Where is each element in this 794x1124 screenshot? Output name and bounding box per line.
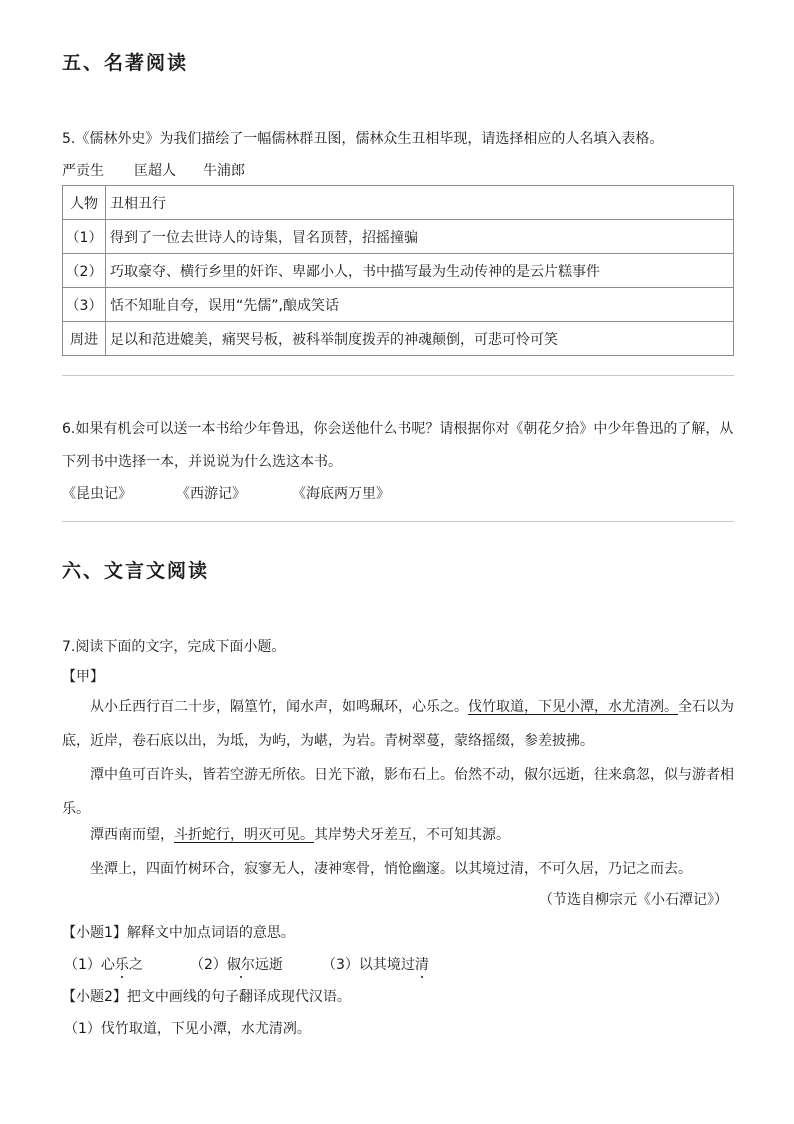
name-option-3: 牛浦郎 <box>203 163 245 179</box>
passage-label: 【甲】 <box>62 669 104 685</box>
section-title-classical-chinese: 六、文言文阅读 <box>62 560 210 582</box>
table-cell-behavior: 得到了一位去世诗人的诗集，冒名顶替，招摇撞骗 <box>106 220 734 254</box>
question-6-line-2: 下列书中选择一本，并说说为什么选这本书。 <box>62 454 342 470</box>
dotted-word: 清 <box>415 954 429 974</box>
sub-question-1-item-2 <box>190 954 283 974</box>
question-6-line-1: 6.如果有机会可以送一本书给少年鲁迅，你会送他什么书呢？请根据你对《朝花夕拾》中少年鲁迅的了解，从 <box>62 421 734 437</box>
passage-paragraph-1 <box>62 690 734 758</box>
character-table <box>62 185 734 356</box>
book-option-3: 《海底两万里》 <box>292 486 390 502</box>
sub-question-1-item-1 <box>64 954 143 974</box>
item-number: （2） <box>190 957 227 973</box>
divider <box>62 375 734 376</box>
passage-paragraph-2: 潭中鱼可百许头，皆若空游无所依。日光下澈，影布石上。佁然不动，俶尔远逝，往来翕忽，似与游者相乐。 <box>62 767 734 817</box>
book-option-2: 《西游记》 <box>176 486 246 502</box>
table-cell-behavior: 恬不知耻自夸，误用“先儒”,酿成笑话 <box>106 288 734 322</box>
item-number: （3） <box>322 957 359 973</box>
section-title-famous-works: 五、名著阅读 <box>62 52 189 74</box>
passage-text: 从小丘西行百二十步，隔篁竹，闻水声，如鸣珮环，心乐之。 <box>90 699 468 715</box>
table-header-cell: 人物 <box>63 186 106 220</box>
book-option-1: 《昆虫记》 <box>62 486 132 502</box>
sub-question-2-item-1: （1）伐竹取道，下见小潭，水尤清冽。 <box>64 1021 311 1037</box>
sub-question-1-item-3 <box>322 954 429 974</box>
passage-text: 其岸势犬牙差互，不可知其源。 <box>314 827 510 843</box>
underlined-sentence: 斗折蛇行，明灭可见。 <box>174 827 314 843</box>
question-5-prompt: 5.《儒林外史》为我们描绘了一幅儒林群丑图，儒林众生丑相毕现，请选择相应的人名填入表格。 <box>62 131 664 147</box>
table-header-cell: 丑相丑行 <box>106 186 734 220</box>
name-option-1: 严贡生 <box>62 163 104 179</box>
table-cell-person: （3） <box>63 288 106 322</box>
passage-text: 潭西南而望， <box>90 827 174 843</box>
table-row <box>63 254 734 288</box>
name-option-2: 匡超人 <box>134 163 176 179</box>
passage-text: 全石以为底，近岸，卷石底以出，为坻，为屿，为嵁，为岩。青树翠蔓，蒙络摇缀，参差披拂。 <box>62 699 734 749</box>
item-text: 远逝 <box>254 957 283 973</box>
dotted-word: 乐 <box>115 954 129 974</box>
sub-question-2-title: 【小题2】把文中画线的句子翻译成现代汉语。 <box>62 989 351 1005</box>
passage-paragraph-3 <box>62 818 734 852</box>
item-text: 以其境过 <box>358 957 415 973</box>
item-number: （1） <box>64 957 101 973</box>
table-row <box>63 220 734 254</box>
table-cell-behavior: 巧取豪夺、横行乡里的奸诈、卑鄙小人，书中描写最为生动传神的是云片糕事件 <box>106 254 734 288</box>
table-row <box>63 288 734 322</box>
underlined-sentence: 伐竹取道，下见小潭，水尤清冽。 <box>468 699 678 715</box>
passage-source: （节选自柳宗元《小石潭记》） <box>539 892 728 908</box>
item-text: 心 <box>100 957 115 973</box>
dotted-word: 俶尔 <box>227 954 255 974</box>
sub-question-1-title: 【小题1】解释文中加点词语的意思。 <box>62 925 295 941</box>
question-7-prompt: 7.阅读下面的文字，完成下面小题。 <box>62 639 286 655</box>
item-text: 之 <box>128 957 143 973</box>
table-cell-behavior: 足以和范进媲美，痛哭号板，被科举制度拨弄的神魂颠倒，可悲可怜可笑 <box>106 322 734 356</box>
table-header-row <box>63 186 734 220</box>
table-cell-person: （1） <box>63 220 106 254</box>
table-cell-person: 周进 <box>63 322 106 356</box>
passage-paragraph-4: 坐潭上，四面竹树环合，寂寥无人，凄神寒骨，悄怆幽邃。以其境过清，不可久居，乃记之而去。 <box>90 861 692 877</box>
divider <box>62 521 734 522</box>
table-row <box>63 322 734 356</box>
table-cell-person: （2） <box>63 254 106 288</box>
